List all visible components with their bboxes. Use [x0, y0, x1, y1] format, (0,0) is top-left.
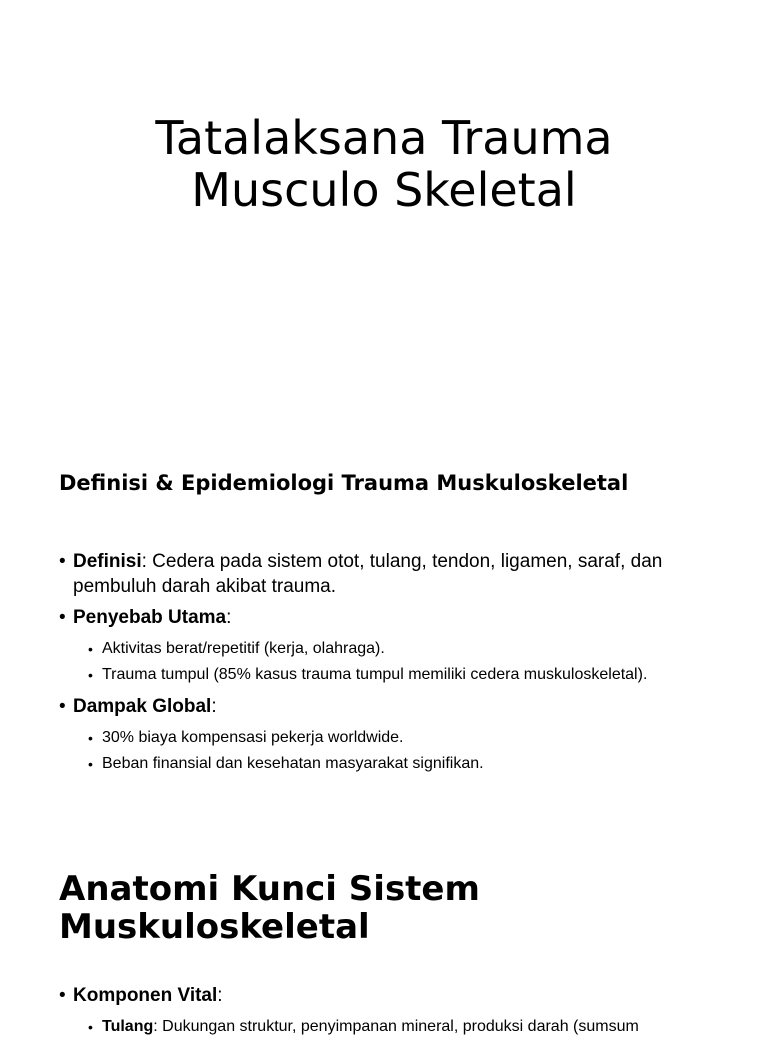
- bullet-text: :: [217, 985, 223, 1006]
- slide-title: [0, 112, 768, 216]
- slide-title-line-1: Tatalaksana Trauma: [155, 111, 613, 165]
- section-heading-definisi: Definisi & Epidemiologi Trauma Muskuloskeletal: [59, 471, 629, 495]
- slide-title-line-2: Musculo Skeletal: [191, 163, 577, 217]
- definisi-bullet-list: [59, 549, 719, 783]
- bullet-item: [59, 983, 739, 1008]
- bullet-label: Penyebab Utama: [73, 607, 227, 628]
- sub-bullet-item: [59, 725, 719, 751]
- sub-bullet-text: Trauma tumpul (85% kasus trauma tumpul memiliki cedera muskuloskeletal).: [102, 666, 648, 683]
- anatomi-bullet-list: [59, 983, 739, 1040]
- section-heading-anatomi: [59, 870, 480, 946]
- sub-bullet-text: Beban finansial dan kesehatan masyarakat signifikan.: [102, 755, 484, 772]
- bullet-text: : Cedera pada sistem otot, tulang, tendon, ligamen, saraf, dan pembuluh darah akibat trauma.: [73, 551, 663, 597]
- bullet-label: Definisi: [73, 551, 142, 572]
- sub-bullet-text: Aktivitas berat/repetitif (kerja, olahraga).: [102, 640, 385, 657]
- anatomi-heading-line-2: Muskuloskeletal: [59, 907, 370, 947]
- sub-bullet-text: 30% biaya kompensasi pekerja worldwide.: [102, 729, 404, 746]
- sub-bullet-item: [59, 1014, 739, 1040]
- bullet-item: [59, 605, 719, 630]
- bullet-label: Komponen Vital: [73, 985, 218, 1006]
- bullet-item: [59, 694, 719, 719]
- bullet-text: :: [211, 696, 217, 717]
- sub-bullet-label: Tulang: [102, 1018, 154, 1035]
- bullet-dot-icon: •: [59, 985, 66, 1006]
- sub-bullet-dot-icon: •: [88, 667, 93, 683]
- sub-bullet-dot-icon: •: [88, 756, 93, 772]
- bullet-label: Dampak Global: [73, 696, 212, 717]
- bullet-dot-icon: •: [59, 696, 66, 717]
- sub-bullet-text: : Dukungan struktur, penyimpanan mineral, produksi darah (sumsum: [153, 1018, 639, 1035]
- bullet-dot-icon: •: [59, 607, 66, 628]
- sub-bullet-dot-icon: •: [88, 1019, 93, 1035]
- sub-bullet-item: [59, 636, 719, 662]
- anatomi-heading-line-1: Anatomi Kunci Sistem: [59, 869, 480, 909]
- sub-bullet-list: [59, 725, 719, 777]
- sub-bullet-dot-icon: •: [88, 641, 93, 657]
- bullet-text: :: [226, 607, 232, 628]
- sub-bullet-item: [59, 662, 719, 688]
- sub-bullet-list: [59, 636, 719, 688]
- sub-bullet-dot-icon: •: [88, 730, 93, 746]
- bullet-dot-icon: •: [59, 551, 66, 572]
- bullet-item: [59, 549, 719, 599]
- sub-bullet-item: [59, 751, 719, 777]
